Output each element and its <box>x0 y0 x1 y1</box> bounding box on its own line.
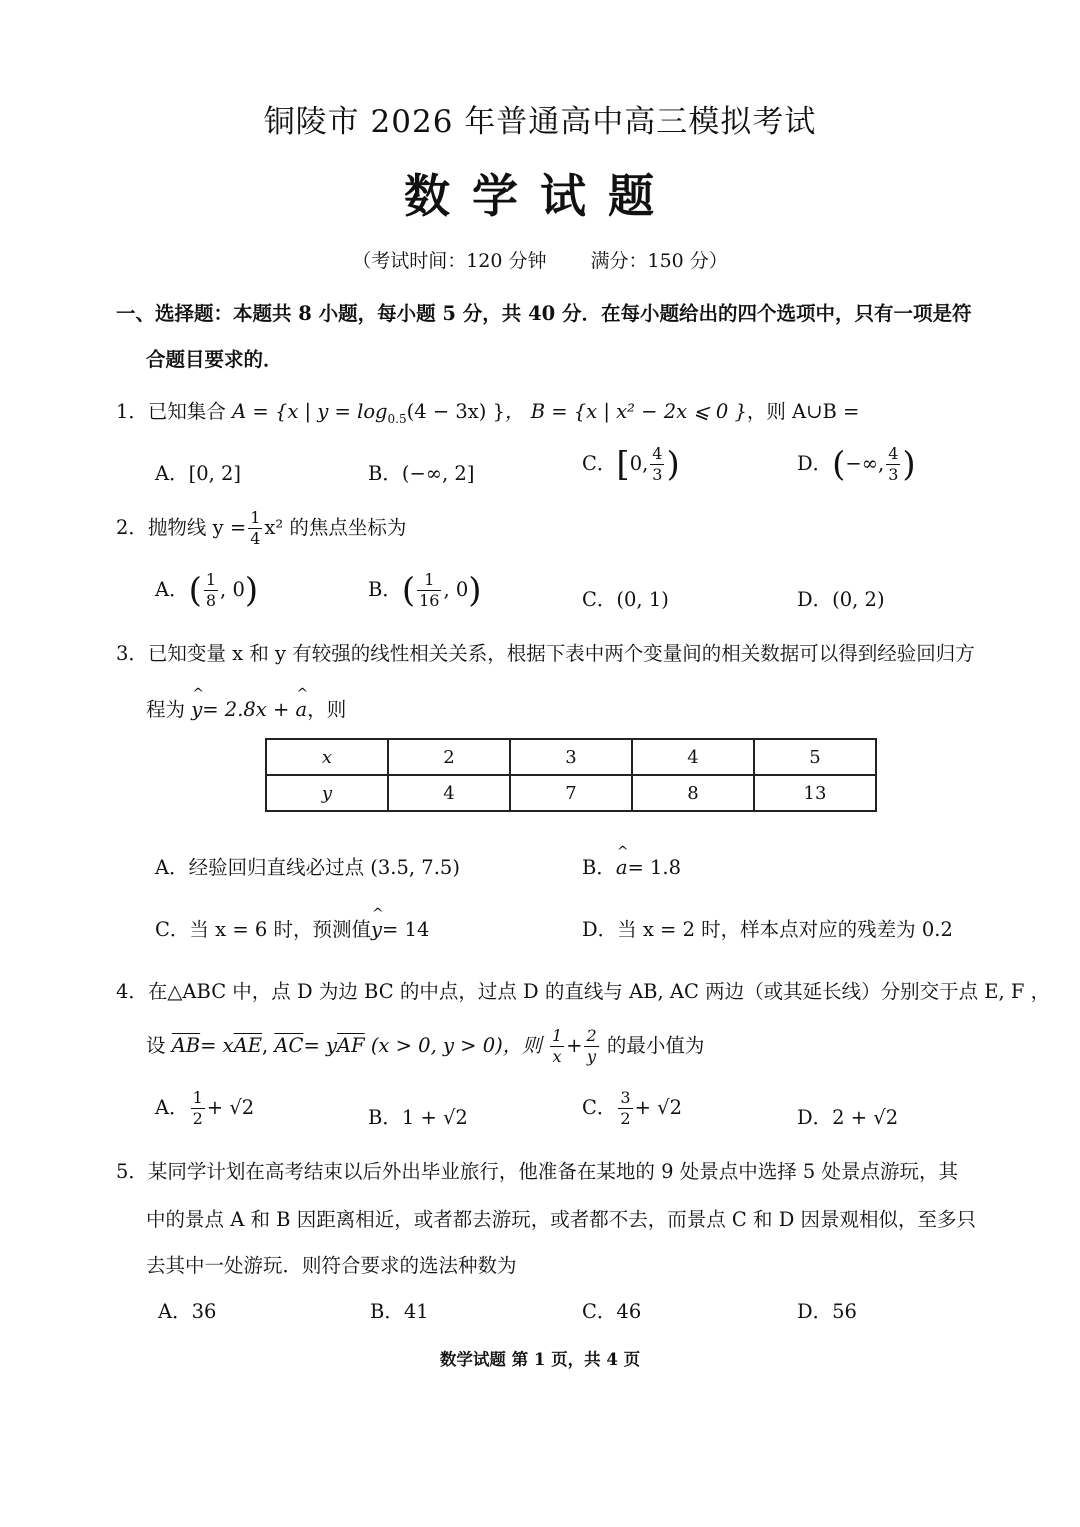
fraction: $\frac{4}{3}$ <box>652 444 663 484</box>
option-label: B． <box>368 1106 402 1129</box>
option-value: = 14 <box>382 918 430 941</box>
option-label: C． <box>582 452 617 475</box>
q1-option-b <box>368 458 474 486</box>
question-3-cont <box>146 694 346 722</box>
q3-text: 程为 <box>146 698 186 721</box>
option-label: D． <box>797 452 833 475</box>
q4-option-a <box>155 1090 254 1127</box>
vector-af: $\overline{AF}$ <box>337 1034 365 1057</box>
option-label: C． <box>582 1300 617 1323</box>
plus: + <box>566 1034 583 1057</box>
q4-ask: 的最小值为 <box>606 1034 705 1057</box>
q3-equation: = 2.8x + <box>202 698 290 721</box>
q4-sep: , <box>262 1034 269 1057</box>
exam-meta <box>0 246 1080 273</box>
fraction: $\frac{1}{4}$ <box>250 508 261 548</box>
q3-tail: ，则 <box>307 698 347 721</box>
fraction: $\frac{4}{3}$ <box>888 444 899 484</box>
q5-option-b <box>370 1296 429 1324</box>
y-hat: ^ y <box>191 698 202 721</box>
table-cell: 13 <box>754 775 876 811</box>
option-label: B． <box>370 1300 404 1323</box>
q2-option-c <box>582 584 669 612</box>
table-cell: 4 <box>632 739 754 775</box>
option-label: D． <box>797 1106 833 1129</box>
table-cell: 7 <box>510 775 632 811</box>
q2-tail: x² 的焦点坐标为 <box>264 516 407 539</box>
a-hat: ^ a <box>616 856 628 879</box>
a-hat: ^ a <box>296 698 308 721</box>
option-value: = 1.8 <box>627 856 682 879</box>
option-value: 经验回归直线必过点 (3.5, 7.5) <box>188 856 460 879</box>
q4-option-c <box>582 1090 682 1127</box>
q4-line1: 在△ABC 中，点 D 为边 BC 的中点，过点 D 的直线与 AB, AC 两边（或其延长线）分别交于点 E, F ， <box>147 980 1051 1003</box>
q1-prefix: 已知集合 <box>147 400 226 423</box>
q1-option-c: C．[0, $\frac{4}{3}$ ) <box>582 444 680 485</box>
q5-option-d <box>797 1296 857 1324</box>
option-label: A． <box>155 1096 189 1119</box>
option-label: D． <box>797 588 833 611</box>
option-value: , 0 <box>220 578 245 601</box>
q1-log-base: 0.5 <box>387 411 407 426</box>
q3-option-a <box>155 852 460 880</box>
option-value: 46 <box>616 1300 642 1323</box>
q1-ask: ，则 A∪B = <box>746 400 860 423</box>
vector-ae: $\overline{AE}$ <box>233 1034 263 1057</box>
question-2 <box>116 510 406 547</box>
q4-text: 设 <box>146 1034 166 1057</box>
option-value: , 0 <box>443 578 469 601</box>
vector-ab: $\overline{AB}$ <box>171 1034 201 1057</box>
option-label: A． <box>155 578 189 601</box>
table-cell: 8 <box>632 775 754 811</box>
question-number: 2． <box>116 516 148 539</box>
data-table <box>265 738 877 812</box>
option-value: [0, 2] <box>188 462 242 485</box>
option-value: 当 x = 2 时，样本点对应的残差为 0.2 <box>617 918 953 941</box>
option-label: B． <box>368 462 402 485</box>
option-label: D． <box>582 918 618 941</box>
option-value: 56 <box>832 1300 857 1323</box>
q3-option-c <box>155 914 429 942</box>
table-cell: 4 <box>388 775 510 811</box>
option-value: 36 <box>191 1300 217 1323</box>
option-label: A． <box>155 856 189 879</box>
question-number: 3． <box>116 642 148 665</box>
q5-option-c <box>582 1296 641 1324</box>
fraction: $\frac{2}{y}$ <box>586 1026 597 1066</box>
q3-option-d <box>582 914 953 942</box>
section-heading: 一、选择题：本题共 8 小题，每小题 5 分，共 40 分．在每小题给出的四个选项中，只有一项是符 <box>116 302 972 325</box>
q5-line1: 某同学计划在高考结束以后外出毕业旅行，他准备在某地的 9 处景点中选择 5 处景点游玩，其 <box>147 1160 959 1183</box>
vector-ac: $\overline{AC}$ <box>274 1034 304 1057</box>
question-4-cont <box>146 1028 704 1065</box>
question-4 <box>116 976 1050 1004</box>
q1-option-a <box>155 458 241 486</box>
question-number: 5． <box>116 1160 148 1183</box>
question-5 <box>116 1156 958 1184</box>
table-cell: 3 <box>510 739 632 775</box>
option-label: B． <box>368 578 402 601</box>
q2-text: 抛物线 y = <box>147 516 247 539</box>
option-value: 当 x = 6 时，预测值 <box>189 918 371 941</box>
table-row <box>266 775 876 811</box>
q4-eq: = y <box>303 1034 337 1057</box>
q1-set-a: A = {x | y = log <box>232 400 388 423</box>
q4-option-d <box>797 1102 898 1130</box>
q5-option-a <box>158 1296 216 1324</box>
q1-option-d: D．(−∞, $\frac{4}{3}$ ) <box>797 444 916 485</box>
option-label: C． <box>582 1096 617 1119</box>
option-label: C． <box>155 918 190 941</box>
q3-option-b <box>582 852 681 880</box>
option-value: −∞, <box>845 452 885 475</box>
page-footer: 数学试题 第 1 页，共 4 页 <box>439 1350 641 1369</box>
fraction: $\frac{1}{x}$ <box>551 1026 563 1066</box>
table-cell: y <box>266 775 388 811</box>
section-heading-cont: 合题目要求的． <box>146 348 283 371</box>
q1-set-a-tail: (4 − 3x) } <box>406 400 506 423</box>
table-cell: x <box>266 739 388 775</box>
q2-option-d <box>797 584 885 612</box>
q4-option-b <box>368 1102 468 1130</box>
question-number: 1． <box>116 400 148 423</box>
exam-score: 满分：150 分） <box>590 250 728 272</box>
fraction: $\frac{1}{8}$ <box>205 570 217 610</box>
option-value: 1 + √2 <box>401 1106 468 1129</box>
q2-option-a: A．( $\frac{1}{8}$ , 0) <box>155 570 259 611</box>
option-value: (−∞, 2] <box>401 462 475 485</box>
y-hat: ^ y <box>371 918 382 941</box>
option-value: (0, 2) <box>832 588 885 611</box>
option-label: D． <box>797 1300 833 1323</box>
option-label: B． <box>582 856 616 879</box>
fraction: $\frac{3}{2}$ <box>620 1088 631 1128</box>
q1-set-b: ， B = {x | x² − 2x ⩽ 0 } <box>505 400 747 423</box>
option-value: 2 + √2 <box>832 1106 899 1129</box>
table-row <box>266 739 876 775</box>
option-label: A． <box>155 462 189 485</box>
table-cell: 2 <box>388 739 510 775</box>
option-label: C． <box>582 588 617 611</box>
option-value: 0, <box>629 452 649 475</box>
option-value: 41 <box>403 1300 429 1323</box>
question-5-line3: 去其中一处游玩．则符合要求的选法种数为 <box>146 1254 517 1277</box>
fraction: $\frac{1}{2}$ <box>192 1088 203 1128</box>
option-label: A． <box>158 1300 192 1323</box>
exam-title: 铜陵市 2026 年普通高中高三模拟考试 <box>263 104 817 140</box>
option-value: + √2 <box>206 1096 255 1119</box>
fraction: $\frac{1}{16}$ <box>419 570 440 610</box>
option-value: (0, 1) <box>616 588 669 611</box>
question-number: 4． <box>116 980 148 1003</box>
q3-line1: 已知变量 x 和 y 有较强的线性相关关系，根据下表中两个变量间的相关数据可以得到经验回归方 <box>147 642 975 665</box>
q4-condition: (x > 0, y > 0)，则 <box>370 1034 542 1057</box>
q4-eq: = x <box>200 1034 234 1057</box>
subject-title: 数学试题 <box>404 169 676 223</box>
exam-time: （考试时间：120 分钟 <box>352 250 547 272</box>
option-value: + √2 <box>634 1096 682 1119</box>
q2-option-b: B．( $\frac{1}{16}$ , 0) <box>368 570 482 611</box>
question-3 <box>116 638 975 666</box>
question-5-line2: 中的景点 A 和 B 因距离相近，或者都去游玩，或者都不去，而景点 C 和 D 因景观相似，至多只 <box>146 1208 977 1231</box>
table-cell: 5 <box>754 739 876 775</box>
question-1 <box>116 396 859 426</box>
